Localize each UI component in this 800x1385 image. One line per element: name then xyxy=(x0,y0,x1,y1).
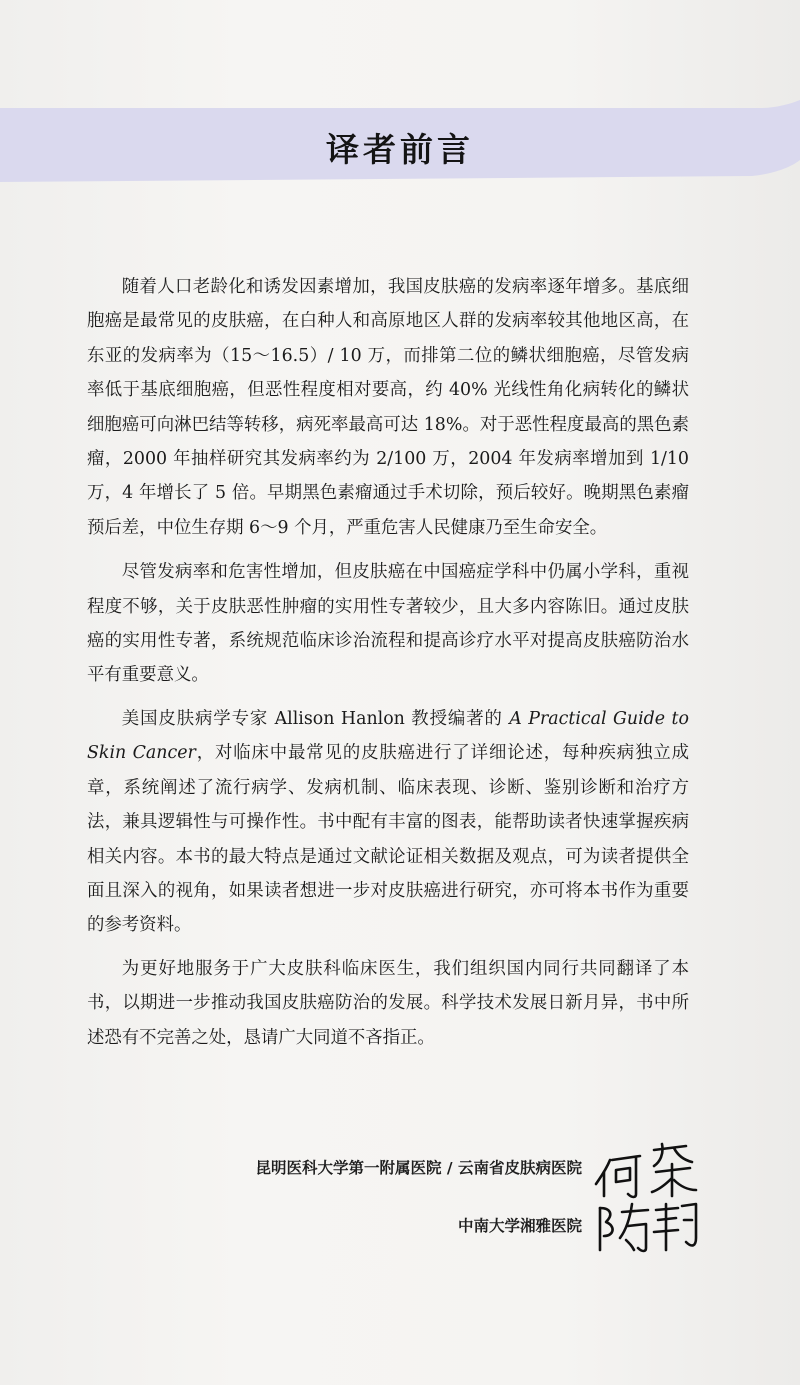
affiliation-kunming: 昆明医科大学第一附属医院 / 云南省皮肤病医院 xyxy=(255,1159,582,1177)
book-intro-rest: ，对临床中最常见的皮肤癌进行了详细论述，每种疾病独立成章，系统阐述了流行病学、发病机制、临床表现、诊断、鉴别诊断和治疗方法，兼具逻辑性与可操作性。书中配有丰富的图表，能帮助读者快速掌握疾病相关内容。本书的最大特点是通过文献论证相关数据及观点，可为读者提供全面且深入的视角，如果读者想进一步对皮肤癌进行研究，亦可将本书作为重要的参考资料。 xyxy=(87,743,689,936)
preface-body xyxy=(87,270,689,1061)
handwritten-signature xyxy=(592,1138,702,1258)
paragraph-status: 尽管发病率和危害性增加，但皮肤癌在中国癌症学科中仍属小学科，重视程度不够，关于皮肤恶性肿瘤的实用性专著较少，且大多内容陈旧。通过皮肤癌的实用性专著，系统规范临床诊治流程和提高诊疗水平对提高皮肤癌防治水平有重要意义。 xyxy=(87,562,689,686)
page-title: 译者前言 xyxy=(326,130,474,169)
paragraph-book-intro xyxy=(87,702,689,943)
book-intro-lead: 美国皮肤病学专家 Allison Hanlon 教授编著的 xyxy=(121,708,510,729)
paragraph-incidence: 随着人口老龄化和诱发因素增加，我国皮肤癌的发病率逐年增多。基底细胞癌是最常见的皮肤癌，在白种人和高原地区人群的发病率较其他地区高，在东亚的发病率为（15～16.5）/ 10 万，而排第二位的鳞状细胞癌，尽管发病率低于基底细胞癌，但恶性程度相对要高，约 40% 光线性角化病转化的鳞状细胞癌可向淋巴结等转移，病死率最高可达 18%。对于恶性程度最高的黑色素瘤，2000 年抽样研究其发病率约为 2/100 万，2004 年发病率增加到 1/10 万，4 年增长了 5 倍。早期黑色素瘤通过手术切除，预后较好。晚期黑色素瘤预后差，中位生存期 6～9 个月，严重危害人民健康乃至生命安全。 xyxy=(87,277,689,538)
book-title: A Practical Guide to Skin Cancer xyxy=(87,708,689,764)
paragraph-purpose: 为更好地服务于广大皮肤科临床医生，我们组织国内同行共同翻译了本书，以期进一步推动我国皮肤癌防治的发展。科学技术发展日新月异，书中所述恐有不完善之处，恳请广大同道不吝指正。 xyxy=(87,958,689,1048)
affiliation-xiangya: 中南大学湘雅医院 xyxy=(457,1217,582,1235)
